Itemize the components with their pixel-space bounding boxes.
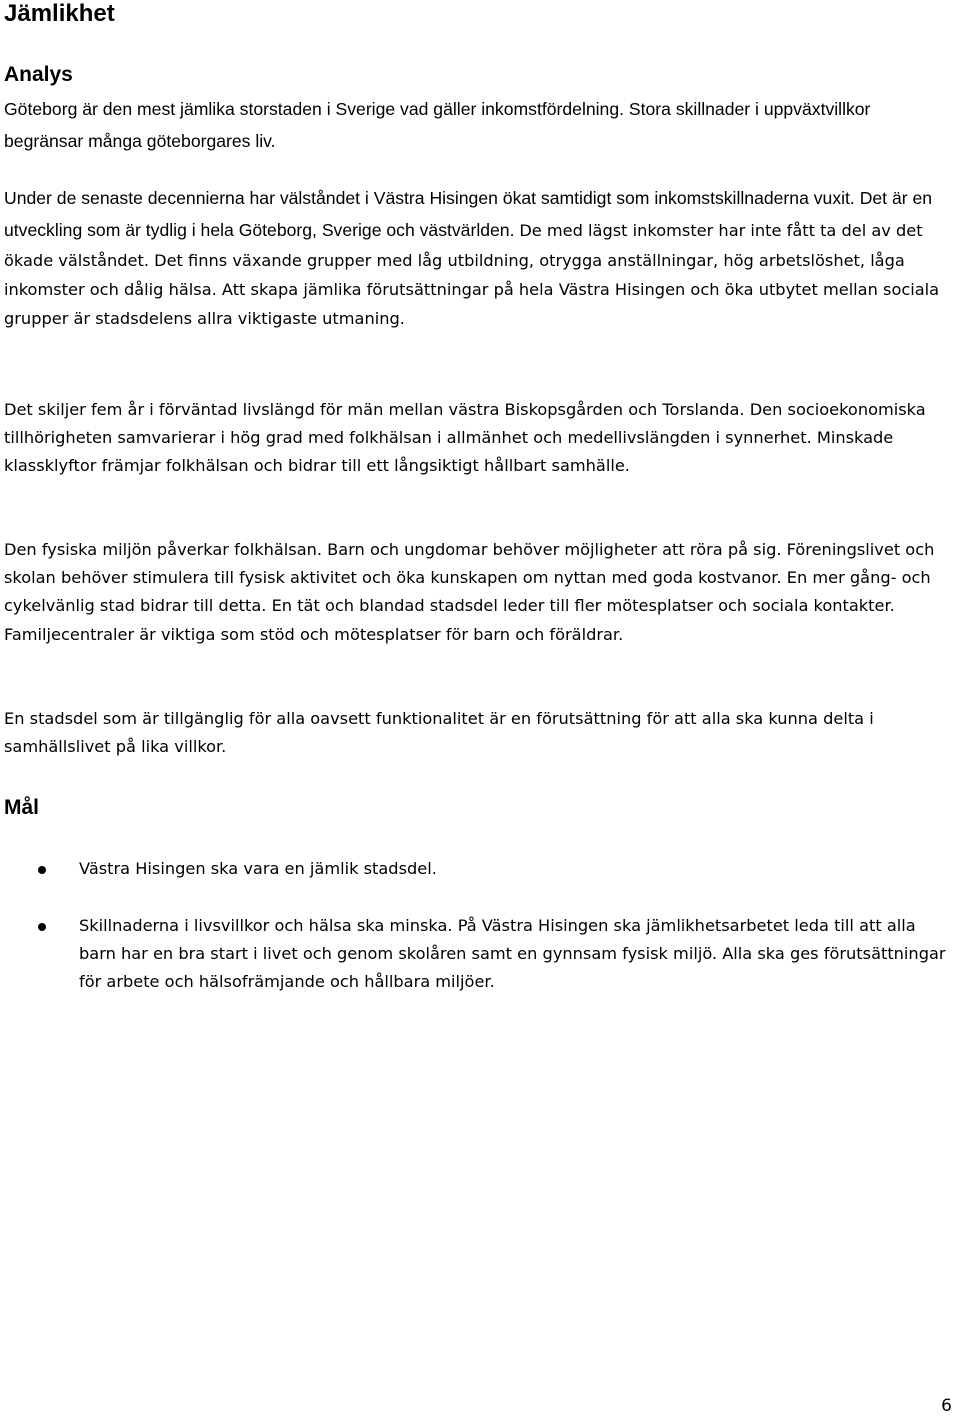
paragraph-valstand-continuation: De med lägst inkomster har inte fått ta del av det ökade välståndet. Det finns växande grupper med låg utbildning, otrygga anställningar, hög arbetslöshet, låga inkomster och dålig hälsa. Att skapa jämlika förutsättningar på hela Västra Hisingen och öka utbytet mellan sociala grupper är stadsdelens allra viktigaste utmaning. (4, 221, 940, 329)
paragraph-valstand-intro: Under de senaste decennierna har välståndet i Västra Hisingen ökat samtidigt som inkomstskillnaderna vuxit. Det är en utveckling som är tydlig i hela Göteborg, Sverige och västvärlden. (4, 188, 933, 240)
paragraph-inkomstfordelning: Göteborg är den mest jämlika storstaden i Sverige vad gäller inkomstfördelning. Stora skillnader i uppväxtvillkor begränsar många göteborgares liv. (4, 99, 871, 151)
section-heading-mal: Mål (4, 796, 40, 819)
paragraph-valstand (4, 182, 954, 334)
goal-text: Skillnaderna i livsvillkor och hälsa ska minska. På Västra Hisingen ska jämlikhetsarbetet leda till att alla barn har en bra start i livet och genom skolåren samt en gynnsam fysisk miljö. Alla ska ges förutsättningar för arbete och hälsofrämjande och hållbara miljöer. (79, 916, 946, 992)
paragraph-fysisk-miljo: Den fysiska miljön påverkar folkhälsan. Barn och ungdomar behöver möjligheter att röra på sig. Föreningslivet och skolan behöver stimulera till fysisk aktivitet och öka kunskapen om nyttan med goda kostvanor. En mer gång- och cykelvänlig stad bidrar till detta. En tät och blandad stadsdel leder till fler mötesplatser och sociala kontakter. Familjecentraler är viktiga som stöd och mötesplatser för barn och föräldrar. (4, 540, 935, 644)
bullet-icon (38, 866, 46, 874)
section-heading-analys: Analys (4, 63, 73, 86)
bullet-icon (38, 923, 46, 931)
page-title: Jämlikhet (4, 0, 115, 27)
page-number: 6 (941, 1396, 952, 1416)
goal-text: Västra Hisingen ska vara en jämlik stadsdel. (79, 859, 437, 878)
paragraph-tillganglighet: En stadsdel som är tillgänglig för alla oavsett funktionalitet är en förutsättning för att alla ska kunna delta i samhällslivet på lika villkor. (4, 709, 874, 757)
paragraph-livslangd: Det skiljer fem år i förväntad livslängd för män mellan västra Biskopsgården och Torslanda. Den socioekonomiska tillhörigheten samvarierar i hög grad med folkhälsan i allmänhet och medellivslängden i synnerhet. Minskade klassklyftor främjar folkhälsan och bidrar till ett långsiktigt hållbart samhälle. (4, 400, 926, 476)
